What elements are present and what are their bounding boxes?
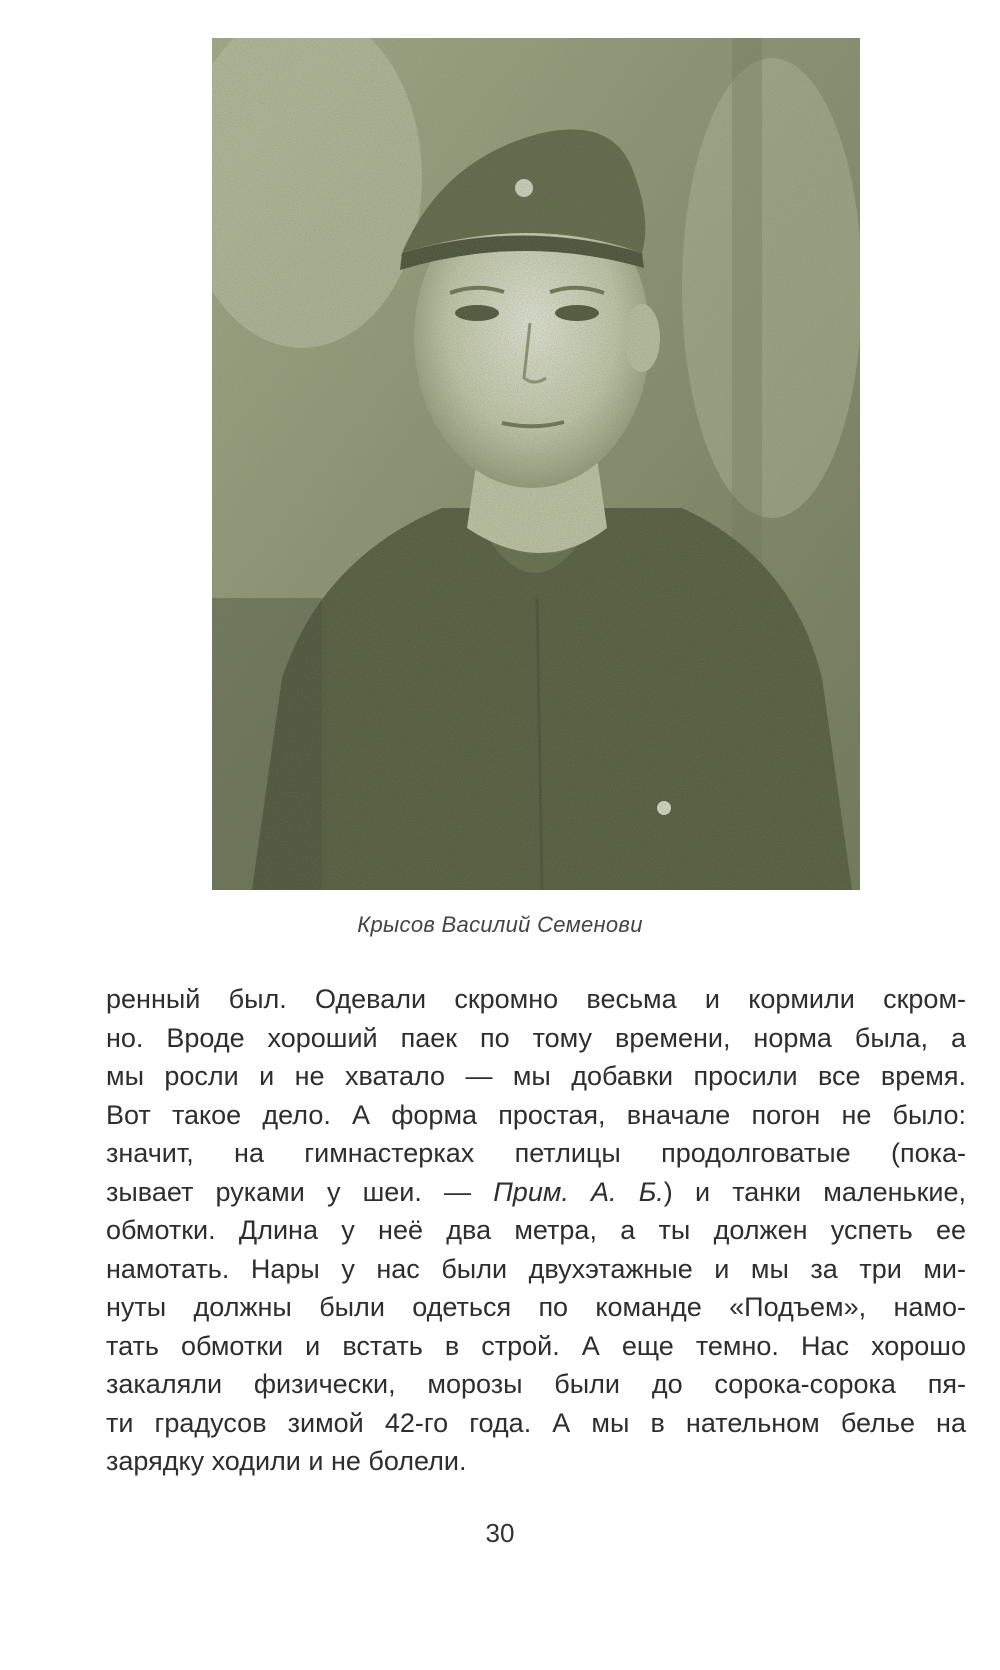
- text-line: [106, 1442, 966, 1481]
- text-fragment: зарядку ходили и не болели.: [106, 1446, 467, 1476]
- text-fragment: закаляли физически, морозы были до сорока-сорока пя-: [106, 1369, 966, 1399]
- text-line: [106, 1327, 966, 1366]
- portrait-photo: [212, 38, 860, 890]
- text-line: [106, 1134, 966, 1173]
- text-line: [106, 980, 966, 1019]
- text-line: [106, 1250, 966, 1289]
- text-fragment: ) и танки маленькие,: [663, 1176, 966, 1207]
- text-fragment: но. Вроде хороший паек по тому времени, норма была, а: [106, 1022, 966, 1053]
- text-line: [106, 1096, 966, 1135]
- text-fragment: намотать. Нары у нас были двухэтажные и мы за три ми-: [106, 1253, 966, 1284]
- text-line: [106, 1173, 966, 1212]
- text-line: [106, 1404, 966, 1443]
- text-fragment: тать обмотки и встать в строй. А еще темно. Нас хорошо: [106, 1330, 966, 1361]
- text-fragment: ренный был. Одевали скромно весьма и кормили скром-: [106, 984, 966, 1014]
- text-fragment: нуты должны были одеться по команде «Подъем», намо-: [106, 1292, 966, 1322]
- text-fragment: Вот такое дело. А форма простая, вначале погон не было:: [106, 1099, 966, 1130]
- text-fragment: зывает руками у шеи. —: [106, 1176, 494, 1207]
- portrait-photo-icon: [212, 38, 860, 890]
- photo-caption: Крысов Василий Семенови: [357, 912, 643, 937]
- text-fragment: Прим. А. Б.: [493, 1176, 664, 1207]
- body-text: [106, 980, 966, 1481]
- text-fragment: обмотки. Длина у неё два метра, а ты должен успеть ее: [106, 1215, 966, 1245]
- text-fragment: мы росли и не хватало — мы добавки просили все время.: [106, 1061, 966, 1091]
- text-fragment: ти градусов зимой 42-го года. А мы в нательном белье на: [106, 1407, 966, 1438]
- text-line: [106, 1365, 966, 1404]
- text-line: [106, 1057, 966, 1096]
- text-line: [106, 1019, 966, 1058]
- text-fragment: значит, на гимнастерках петлицы продолговатые (пока-: [106, 1138, 966, 1168]
- text-line: [106, 1211, 966, 1250]
- text-line: [106, 1288, 966, 1327]
- page-number: 30: [485, 1518, 515, 1548]
